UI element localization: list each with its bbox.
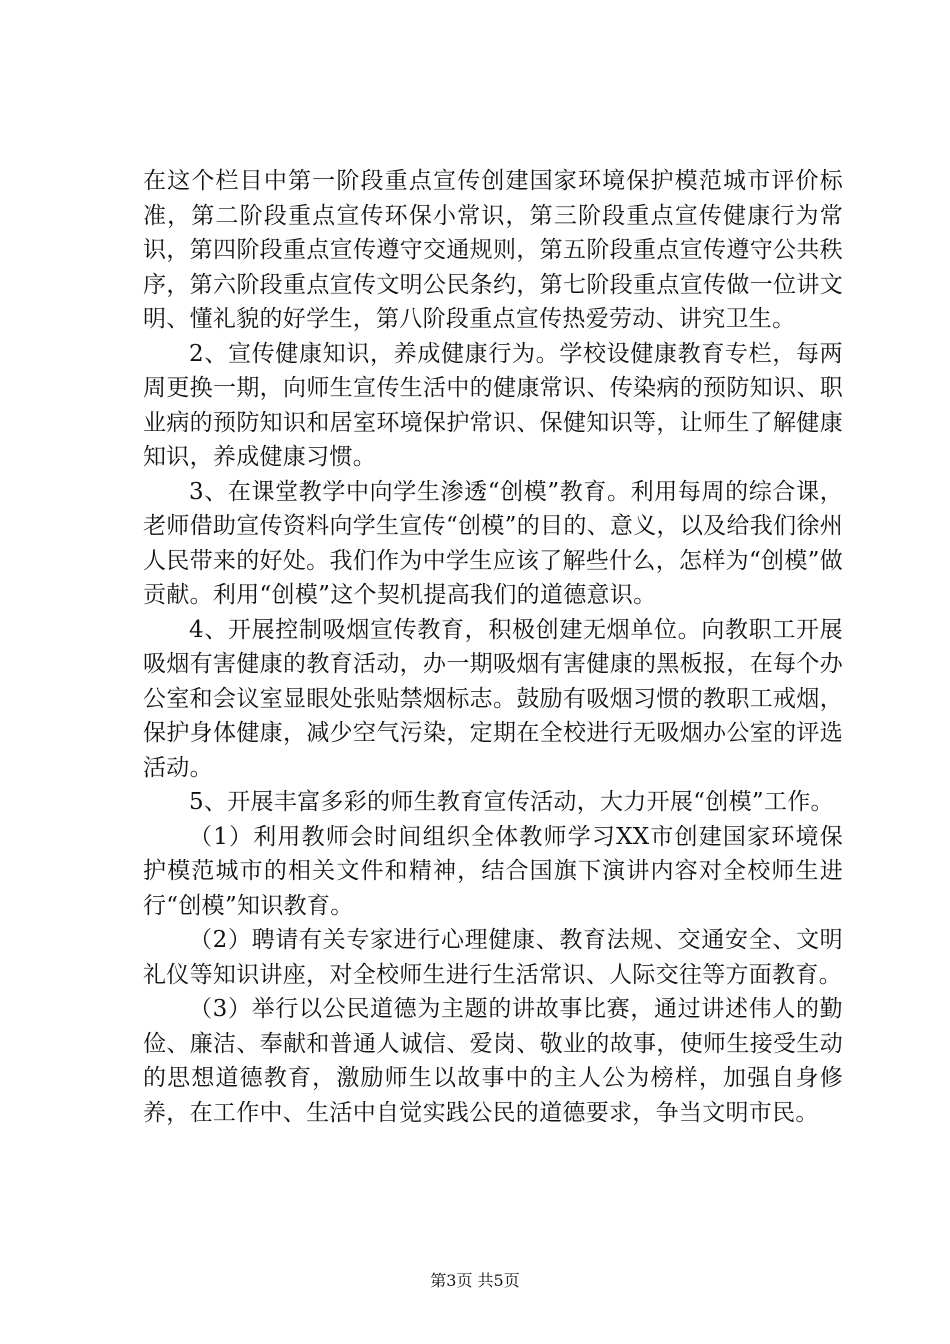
paragraph-continuation: 在这个栏目中第一阶段重点宣传创建国家环境保护模范城市评价标准，第二阶段重点宣传环保小常识，第三阶段重点宣传健康行为常识，第四阶段重点宣传遵守交通规则，第五阶段重点宣传遵守公共秩序，第六阶段重点宣传文明公民条约，第七阶段重点宣传做一位讲文明、懂礼貌的好学生，第八阶段重点宣传热爱劳动、讲究卫生。: [143, 168, 843, 332]
paragraph-subitem-2: （2）聘请有关专家进行心理健康、教育法规、交通安全、文明礼仪等知识讲座，对全校师生进行生活常识、人际交往等方面教育。: [143, 927, 843, 988]
paragraph-item-5: 5、开展丰富多彩的师生教育宣传活动，大力开展“创模”工作。: [189, 789, 834, 815]
document-body: [143, 164, 843, 1130]
paragraph-item-3: 3、在课堂教学中向学生渗透“创模”教育。利用每周的综合课，老师借助宣传资料向学生宣传“创模”的目的、意义，以及给我们徐州人民带来的好处。我们作为中学生应该了解些什么，怎样为“创模”做贡献。利用“创模”这个契机提高我们的道德意识。: [143, 478, 843, 608]
paragraph-subitem-1: （1）利用教师会时间组织全体教师学习XX市创建国家环境保护模范城市的相关文件和精神，结合国旗下演讲内容对全校师生进行“创模”知识教育。: [143, 823, 843, 919]
paragraph-item-2: 2、宣传健康知识，养成健康行为。学校设健康教育专栏，每两周更换一期，向师生宣传生活中的健康常识、传染病的预防知识、职业病的预防知识和居室环境保护常识、保健知识等，让师生了解健康知识，养成健康习惯。: [143, 340, 843, 470]
page-number-footer: 第3页 共5页: [430, 1271, 520, 1290]
paragraph-item-4: 4、开展控制吸烟宣传教育，积极创建无烟单位。向教职工开展吸烟有害健康的教育活动，办一期吸烟有害健康的黑板报，在每个办公室和会议室显眼处张贴禁烟标志。鼓励有吸烟习惯的教职工戒烟，保护身体健康，减少空气污染，定期在全校进行无吸烟办公室的评选活动。: [143, 616, 843, 781]
paragraph-subitem-3: （3）举行以公民道德为主题的讲故事比赛，通过讲述伟人的勤俭、廉洁、奉献和普通人诚信、爱岗、敬业的故事，使师生接受生动的思想道德教育，激励师生以故事中的主人公为榜样，加强自身修养，在工作中、生活中自觉实践公民的道德要求，争当文明市民。: [143, 996, 843, 1126]
